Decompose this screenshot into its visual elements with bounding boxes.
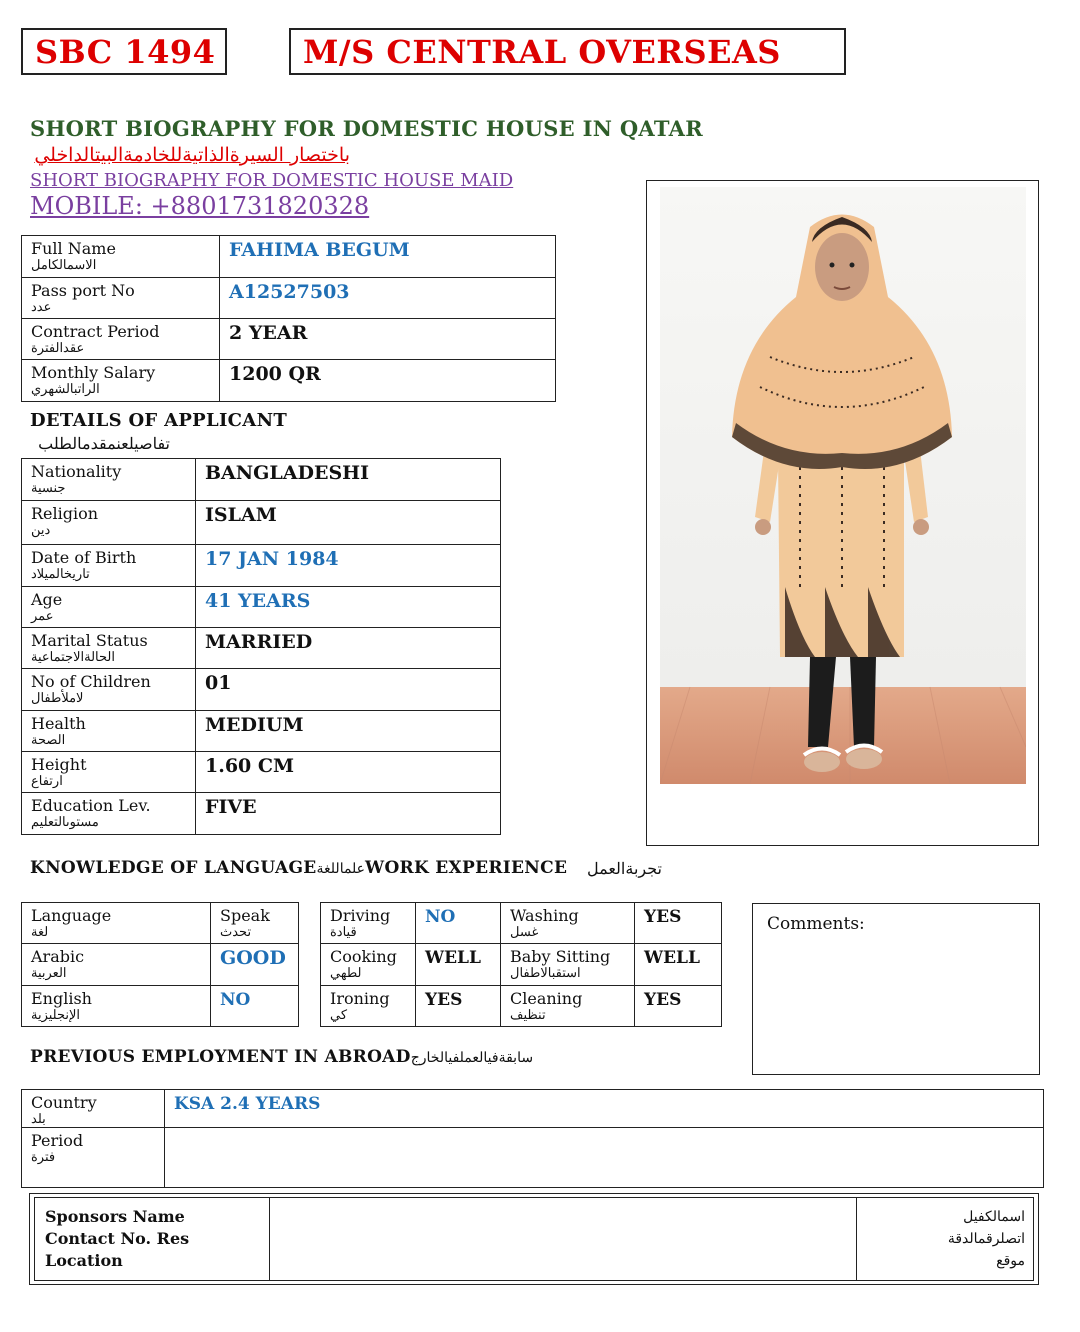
- value-cell: [196, 459, 501, 501]
- previous-employment-table: [21, 1089, 1044, 1188]
- table-row: [22, 545, 501, 587]
- table-row: [22, 1128, 1044, 1188]
- table-row: [22, 587, 501, 628]
- table-row: [22, 986, 299, 1027]
- location-arabic: موقع: [996, 1253, 1025, 1269]
- table-row: [22, 319, 556, 360]
- age-value: 41 YEARS: [205, 590, 311, 612]
- label-cell: Marital Status الحالةالاجتماعية: [22, 628, 196, 669]
- table-row: [22, 944, 299, 986]
- children-value: 01: [205, 672, 232, 694]
- knowledge-heading: KNOWLEDGE OF LANGUAGEعلماللغةWORK EXPERIENCE: [30, 858, 568, 878]
- contract-period-value: 2 YEAR: [229, 322, 308, 344]
- label-cell: Nationality جنسية: [22, 459, 196, 501]
- table-row: [22, 669, 501, 711]
- sub-title: SHORT BIOGRAPHY FOR DOMESTIC HOUSE MAID: [30, 170, 514, 191]
- contact-label: Contact No. Res: [45, 1229, 190, 1248]
- table-row: [22, 459, 501, 501]
- table-row: [22, 360, 556, 402]
- marital-status-value: MARRIED: [205, 631, 313, 653]
- full-name-value: FAHIMA BEGUM: [229, 239, 410, 261]
- label-cell: Arabic العربية: [22, 944, 211, 986]
- reference-code-box: [21, 28, 227, 75]
- label-cell: Education Lev. مستوىالتعليم: [22, 793, 196, 835]
- education-value: FIVE: [205, 796, 257, 818]
- sponsor-table: [34, 1197, 1034, 1281]
- height-value: 1.60 CM: [205, 755, 295, 777]
- label-cell: Health الصحة: [22, 711, 196, 752]
- sponsor-arabic-cell: [857, 1198, 1034, 1281]
- ironing-value: YES: [425, 990, 463, 1010]
- cooking-value: WELL: [425, 948, 481, 968]
- value-cell: [416, 986, 501, 1027]
- mobile-number: MOBILE: +8801731820328: [30, 192, 370, 220]
- arabic-title: باختصار السيرةالذاتيةللخادمةالبيتالداخلي: [34, 144, 350, 166]
- table-row: [22, 501, 501, 545]
- value-cell: [196, 752, 501, 793]
- table-row: [22, 793, 501, 835]
- label-cell: Age عمر: [22, 587, 196, 628]
- label-cell: Ironing كي: [321, 986, 416, 1027]
- applicant-photo: [660, 187, 1026, 784]
- label-cell: Washing غسل: [501, 903, 635, 944]
- agency-name: M/S CENTRAL OVERSEAS: [303, 32, 781, 71]
- table-row: [22, 1090, 1044, 1128]
- passport-value: A12527503: [229, 281, 350, 303]
- sponsor-name-arabic: اسمالكفيل: [963, 1209, 1025, 1225]
- value-cell: [165, 1090, 1044, 1128]
- label-cell: Pass port No عدد: [22, 278, 220, 319]
- work-experience-table: [320, 902, 722, 1027]
- religion-value: ISLAM: [205, 504, 277, 526]
- table-row: [22, 278, 556, 319]
- value-cell: [416, 903, 501, 944]
- value-cell: [220, 360, 556, 402]
- label-cell: English الإنجليزية: [22, 986, 211, 1027]
- label-cell: Speak تحدث: [211, 903, 299, 944]
- table-row: [321, 903, 722, 944]
- comments-label: Comments:: [767, 914, 865, 934]
- value-cell: [196, 501, 501, 545]
- label-cell: Cooking لطهي: [321, 944, 416, 986]
- table-row: [35, 1198, 1034, 1281]
- details-heading-arabic: تفاصيلعنمقدمالطلب: [38, 434, 170, 453]
- label-cell: Monthly Salary الراتبالشهري: [22, 360, 220, 402]
- driving-value: NO: [425, 907, 456, 927]
- basic-info-table: [21, 235, 556, 402]
- health-value: MEDIUM: [205, 714, 304, 736]
- dob-value: 17 JAN 1984: [205, 548, 339, 570]
- table-row: [22, 628, 501, 669]
- table-row: [321, 986, 722, 1027]
- label-cell: Height ارتفاع: [22, 752, 196, 793]
- nationality-value: BANGLADESHI: [205, 462, 370, 484]
- language-table: [21, 902, 299, 1027]
- main-title: SHORT BIOGRAPHY FOR DOMESTIC HOUSE IN QATAR: [30, 116, 703, 141]
- value-cell: [220, 319, 556, 360]
- arabic-level-value: GOOD: [220, 947, 286, 969]
- washing-value: YES: [644, 907, 682, 927]
- applicant-photo-illustration: [660, 187, 1026, 784]
- agency-name-box: [289, 28, 846, 75]
- details-heading: DETAILS OF APPLICANT: [30, 410, 288, 431]
- value-cell: [635, 944, 722, 986]
- label-cell: Cleaning تنظيف: [501, 986, 635, 1027]
- contact-arabic: اتصلرقمالدقة: [947, 1231, 1025, 1247]
- value-cell: [220, 278, 556, 319]
- comments-box: [752, 903, 1040, 1075]
- value-cell: [196, 587, 501, 628]
- country-value: KSA 2.4 YEARS: [174, 1094, 321, 1114]
- cleaning-value: YES: [644, 990, 682, 1010]
- label-cell: Religion دين: [22, 501, 196, 545]
- table-row: [22, 711, 501, 752]
- value-cell: [196, 545, 501, 587]
- value-cell: [635, 903, 722, 944]
- label-cell: No of Children لاملأطفال: [22, 669, 196, 711]
- location-label: Location: [45, 1251, 123, 1270]
- baby-sitting-value: WELL: [644, 948, 700, 968]
- value-cell: [635, 986, 722, 1027]
- table-row: [22, 236, 556, 278]
- value-cell: [196, 669, 501, 711]
- value-cell: [196, 628, 501, 669]
- label-cell: Contract Period عقدالفترة: [22, 319, 220, 360]
- label-cell: Baby Sitting استقبالاطفال: [501, 944, 635, 986]
- table-row: [22, 752, 501, 793]
- value-cell: [220, 236, 556, 278]
- value-cell: [211, 986, 299, 1027]
- value-cell: [196, 793, 501, 835]
- sponsor-value-cell: [270, 1198, 857, 1281]
- label-cell: Period فترة: [22, 1128, 165, 1188]
- previous-employment-heading: PREVIOUS EMPLOYMENT IN ABROADسابقةفيالعملفيالخارج: [30, 1047, 534, 1067]
- label-cell: Language لغة: [22, 903, 211, 944]
- work-experience-arabic: تجربةالعمل: [586, 859, 662, 878]
- english-level-value: NO: [220, 990, 251, 1010]
- label-cell: Full Name الاسمالكامل: [22, 236, 220, 278]
- sponsor-labels-cell: [35, 1198, 270, 1281]
- applicant-details-table: [21, 458, 501, 835]
- label-cell: Date of Birth تاريخالميلاد: [22, 545, 196, 587]
- label-cell: Country بلد: [22, 1090, 165, 1128]
- table-row: [22, 903, 299, 944]
- value-cell: [211, 944, 299, 986]
- value-cell: [165, 1128, 1044, 1188]
- salary-value: 1200 QR: [229, 363, 321, 385]
- reference-code: SBC 1494: [35, 32, 216, 71]
- value-cell: [196, 711, 501, 752]
- table-row: [321, 944, 722, 986]
- sponsor-name-label: Sponsors Name: [45, 1207, 185, 1226]
- label-cell: Driving قيادة: [321, 903, 416, 944]
- value-cell: [416, 944, 501, 986]
